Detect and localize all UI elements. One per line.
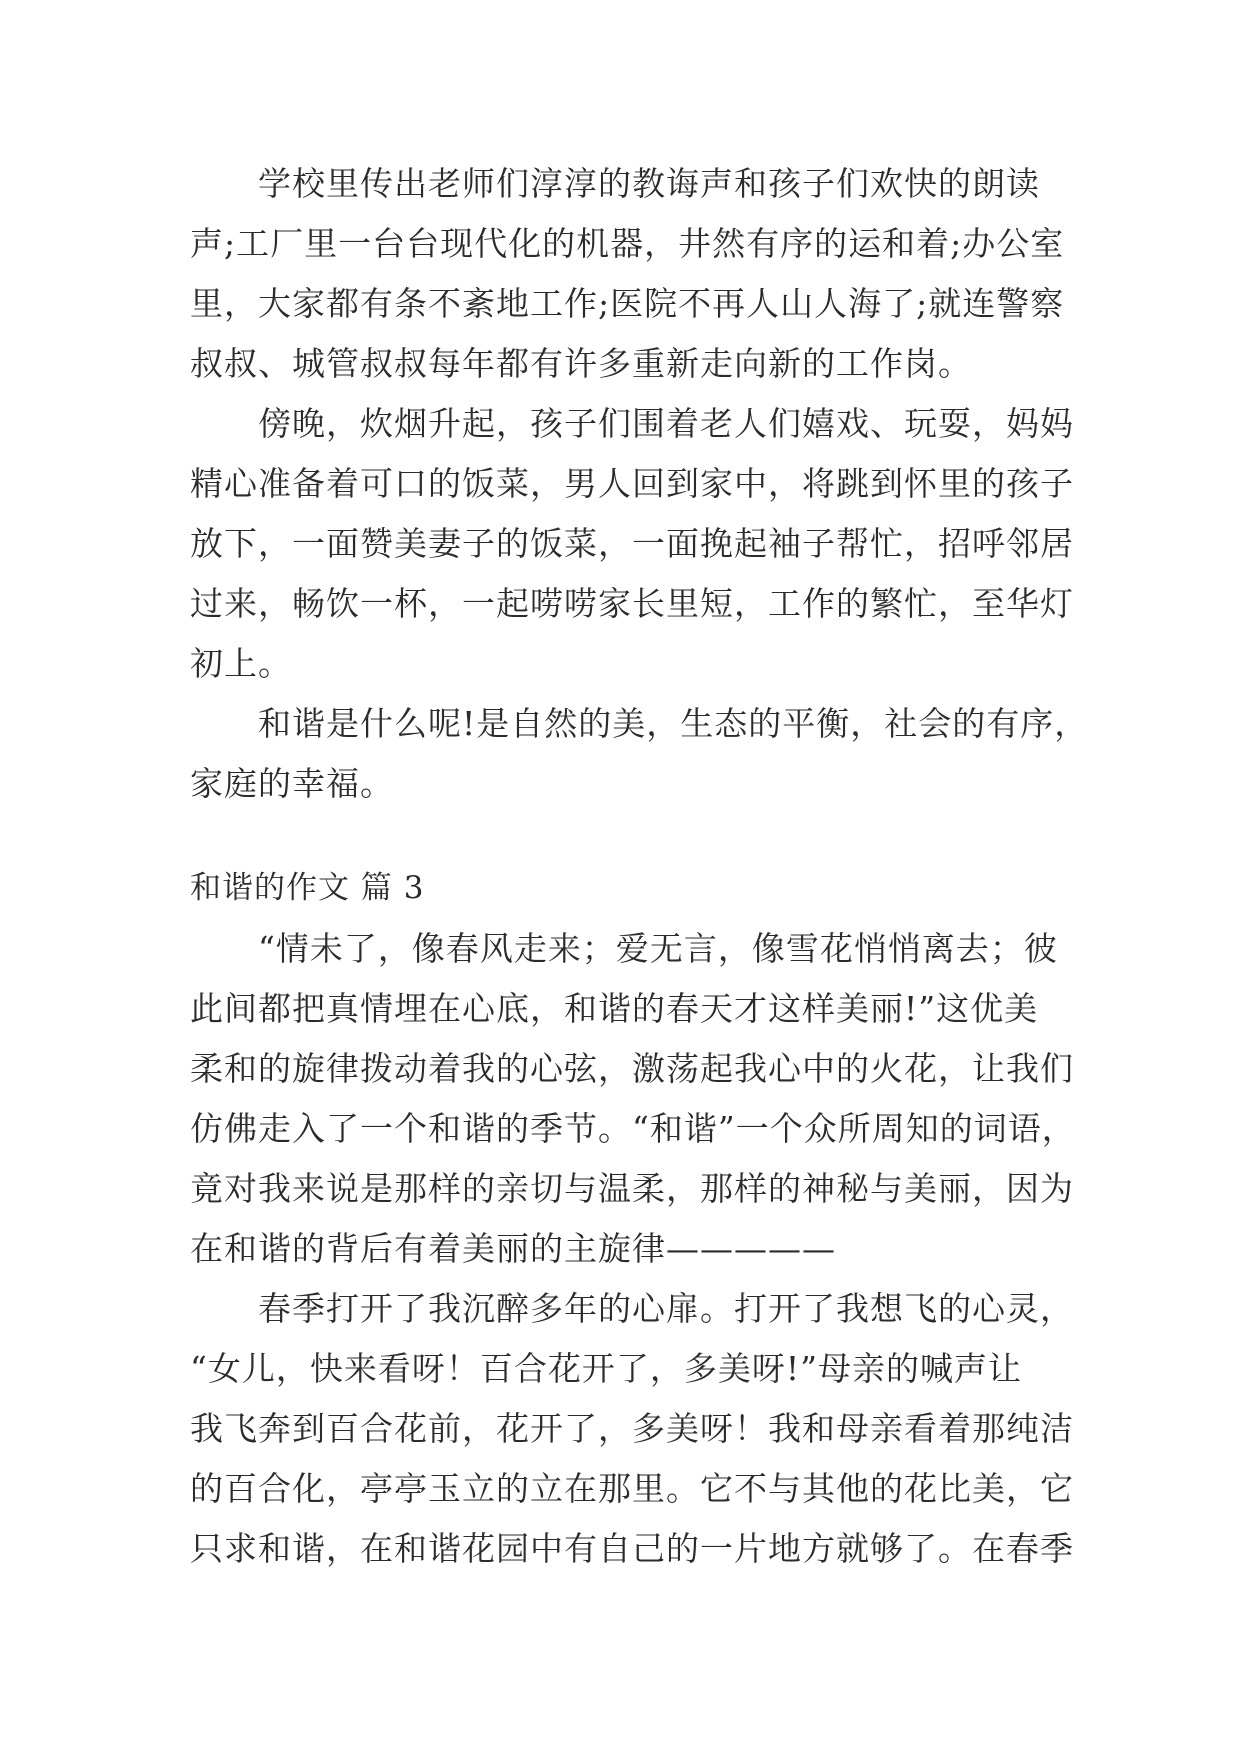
paragraph-3-line-2: 家庭的幸福。 [190, 764, 394, 803]
paragraph-2-line-2: 精心准备着可口的饭菜，男人回到家中，将跳到怀里的孩子 [190, 464, 1074, 503]
paragraph-5-line-5: 只求和谐，在和谐花园中有自己的一片地方就够了。在春季 [190, 1529, 1074, 1568]
paragraph-1-line-2: 声;工厂里一台台现代化的机器，井然有序的运和着;办公室 [190, 224, 1065, 263]
paragraph-5-line-4: 的百合化，亭亭玉立的立在那里。它不与其他的花比美，它 [190, 1469, 1074, 1508]
paragraph-2-line-5: 初上。 [190, 644, 292, 683]
paragraph-5-line-1: 春季打开了我沉醉多年的心扉。打开了我想飞的心灵， [258, 1289, 1074, 1328]
paragraph-4-line-5: 竟对我来说是那样的亲切与温柔，那样的神秘与美丽，因为 [190, 1169, 1074, 1208]
paragraph-4-line-2: 此间都把真情埋在心底，和谐的春天才这样美丽!”这优美 [190, 989, 1039, 1028]
paragraph-4-line-4: 仿佛走入了一个和谐的季节。“和谐”一个众所周知的词语， [190, 1109, 1076, 1148]
paragraph-5-line-2: “女儿，快来看呀！百合花开了，多美呀!”母亲的喊声让 [190, 1349, 1023, 1388]
paragraph-1-line-4: 叔叔、城管叔叔每年都有许多重新走向新的工作岗。 [190, 344, 972, 383]
paragraph-2-line-3: 放下，一面赞美妻子的饭菜，一面挽起袖子帮忙，招呼邻居 [190, 524, 1074, 563]
paragraph-1-line-1: 学校里传出老师们淳淳的教诲声和孩子们欢快的朗读 [258, 164, 1040, 203]
paragraph-3-line-1: 和谐是什么呢!是自然的美，生态的平衡，社会的有序， [258, 704, 1089, 743]
paragraph-5-line-3: 我飞奔到百合花前，花开了，多美呀！我和母亲看着那纯洁 [190, 1409, 1074, 1448]
paragraph-4-line-6: 在和谐的背后有着美丽的主旋律————— [190, 1229, 836, 1268]
section-heading: 和谐的作文 篇 3 [190, 870, 425, 906]
paragraph-1-line-3: 里，大家都有条不紊地工作;医院不再人山人海了;就连警察 [190, 284, 1065, 323]
paragraph-4-line-1: “情未了，像春风走来；爱无言，像雪花悄悄离去；彼 [258, 929, 1058, 968]
paragraph-2-line-1: 傍晚，炊烟升起，孩子们围着老人们嬉戏、玩耍，妈妈 [258, 404, 1074, 443]
paragraph-4-line-3: 柔和的旋律拨动着我的心弦，激荡起我心中的火花，让我们 [190, 1049, 1074, 1088]
paragraph-2-line-4: 过来，畅饮一杯，一起唠唠家长里短，工作的繁忙，至华灯 [190, 584, 1074, 623]
